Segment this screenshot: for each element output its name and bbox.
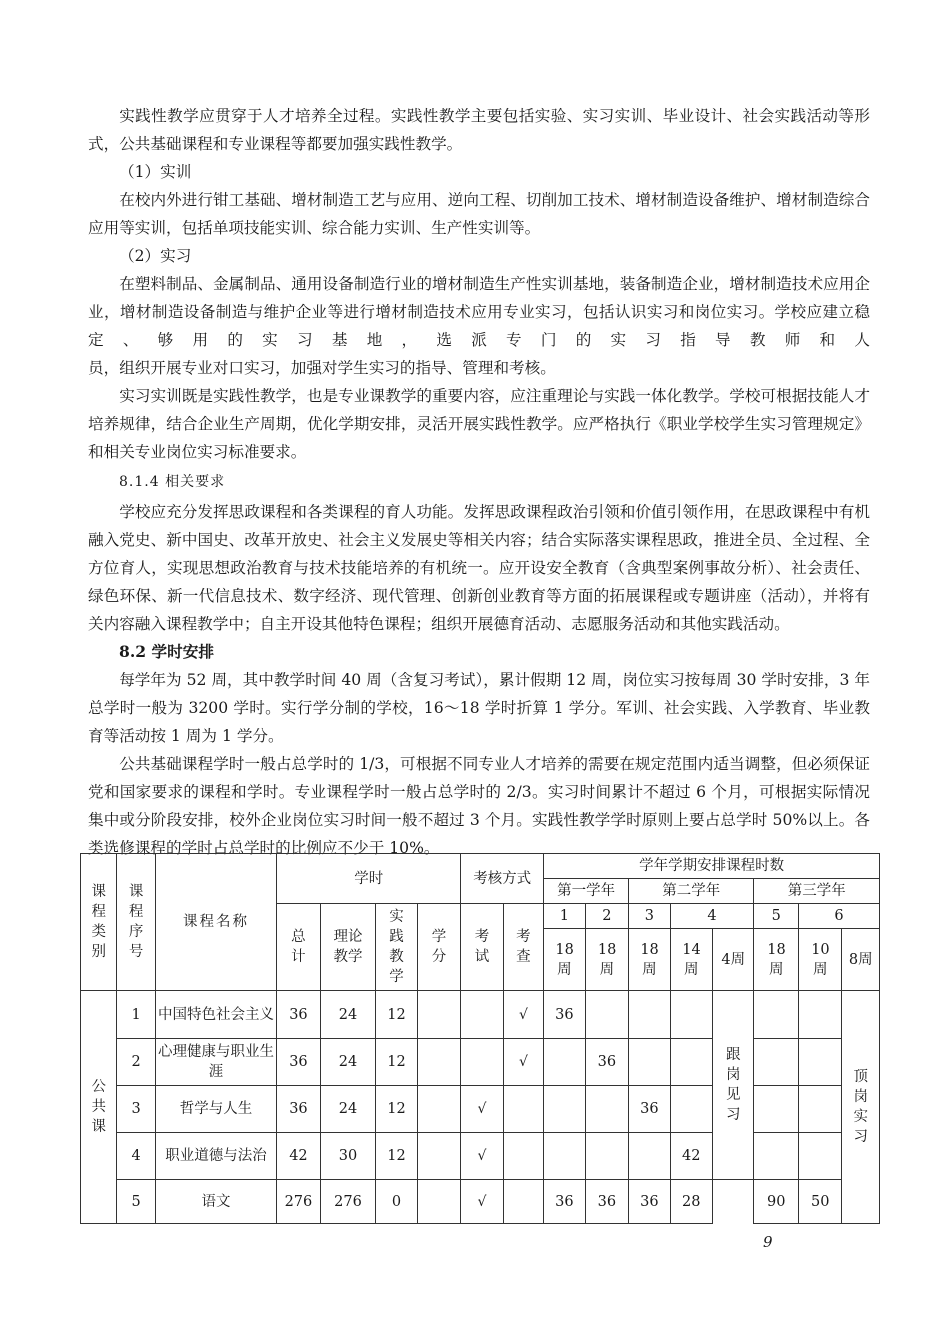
paragraph-requirements: 学校应充分发挥思政课程和各类课程的育人功能。发挥思政课程政治引领和价值引领作用，在思政课程中有机融入党史、新中国史、改革开放史、社会主义发展史等相关内容；结合实际落实课程思政，推进全员、全过程、全方位育人，实现思想政治教育与技术技能培养的有机统一。应开设安全教育（含典型案例事故分析）、社会责任、绿色环保、新一代信息技术、数字经济、现代管理、创新创业教育等方面的拓展课程或专题讲座（活动），并将有关内容融入课程教学中；自主开设其他特色课程；组织开展德育活动、志愿服务活动和其他实践活动。 (88, 503, 870, 633)
row-sem-4: 28 (670, 1180, 712, 1224)
row-check (503, 1086, 543, 1133)
row-sem-2: 36 (585, 1180, 628, 1224)
header-assessment: 考核方式 (461, 854, 544, 904)
top-internship: 顶岗实习 (842, 991, 880, 1224)
row-exam: √ (461, 1086, 503, 1133)
row-theory: 24 (320, 991, 376, 1039)
header-course-name: 课程名称 (155, 854, 276, 991)
row-sem-3: 36 (629, 1086, 670, 1133)
header-seq: 课程序号 (117, 854, 155, 991)
row-sem-2 (585, 991, 628, 1039)
paragraph-hours-1: 每学年为 52 周，其中教学时间 40 周（含复习考试），累计假期 12 周，岗位实习按每周 30 学时安排，3 年总学时一般为 3200 学时。实行学分制的学校，16～18 学时折算 1 学分。军训、社会实践、入学教育、毕业教育等活动按 1 周为 1 学分。 (88, 671, 870, 745)
follow-internship-empty (713, 1180, 754, 1224)
follow-internship: 跟岗见习 (713, 991, 754, 1180)
row-sem-5 (754, 1133, 799, 1180)
row-seq: 3 (117, 1086, 155, 1133)
header-schedule: 学年学期安排课程时数 (544, 854, 880, 879)
paragraph-practice-teaching: 实习实训既是实践性教学，也是专业课教学的重要内容，应注重理论与实践一体化教学。学校可根据技能人才培养规律，结合企业生产周期，优化学期安排，灵活开展实践性教学。应严格执行《职业学校学生实习管理规定》和相关专业岗位实习标准要求。 (88, 387, 870, 461)
row-course-name: 中国特色社会主义 (155, 991, 276, 1039)
row-sem-4 (670, 991, 712, 1039)
row-sem-6 (798, 991, 841, 1039)
row-seq: 5 (117, 1180, 155, 1224)
table-row (81, 1039, 880, 1086)
table-row (81, 1086, 880, 1133)
row-sem-4 (670, 1039, 712, 1086)
header-weeks: 18周 (544, 929, 585, 991)
category-public: 公共课 (81, 991, 117, 1224)
paragraph-practice-intro: 实践性教学应贯穿于人才培养全过程。实践性教学主要包括实验、实习实训、毕业设计、社会实践活动等形式，公共基础课程和专业课程等都要加强实践性教学。 (88, 107, 870, 153)
paragraph-internship-cont: 员，组织开展专业对口实习，加强对学生实习的指导、管理和考核。 (88, 359, 556, 377)
header-semester-3: 3 (629, 904, 670, 929)
header-weeks: 4周 (713, 929, 754, 991)
row-sem-2: 36 (585, 1039, 628, 1086)
row-theory: 24 (320, 1086, 376, 1133)
header-total: 总计 (277, 904, 320, 991)
body-text (88, 102, 870, 862)
table-row (81, 991, 880, 1039)
header-weeks: 18周 (585, 929, 628, 991)
row-seq: 2 (117, 1039, 155, 1086)
row-credit (417, 991, 460, 1039)
row-sem-1: 36 (544, 991, 585, 1039)
row-sem-3 (629, 1039, 670, 1086)
row-sem-4: 42 (670, 1133, 712, 1180)
heading-training: （1）实训 (119, 163, 192, 181)
row-sem-4 (670, 1086, 712, 1133)
header-semester-2: 2 (585, 904, 628, 929)
page-number: 9 (763, 1233, 773, 1251)
header-weeks: 18周 (754, 929, 799, 991)
row-sem-3 (629, 1133, 670, 1180)
row-total: 42 (277, 1133, 320, 1180)
header-semester-5: 5 (754, 904, 799, 929)
row-course-name: 语文 (155, 1180, 276, 1224)
row-credit (417, 1133, 460, 1180)
course-schedule-table (80, 853, 880, 1224)
row-sem-6: 50 (798, 1180, 841, 1224)
row-practice: 12 (376, 1133, 417, 1180)
header-semester-6: 6 (798, 904, 879, 929)
header-hours: 学时 (277, 854, 461, 904)
header-check: 考查 (503, 904, 543, 991)
heading-8-1-4: 8.1.4 相关要求 (119, 474, 226, 490)
row-theory: 24 (320, 1039, 376, 1086)
row-practice: 0 (376, 1180, 417, 1224)
row-seq: 4 (117, 1133, 155, 1180)
header-semester-4: 4 (670, 904, 754, 929)
row-sem-1 (544, 1086, 585, 1133)
row-sem-6 (798, 1133, 841, 1180)
row-sem-6 (798, 1039, 841, 1086)
row-course-name: 哲学与人生 (155, 1086, 276, 1133)
row-sem-2 (585, 1133, 628, 1180)
row-seq: 1 (117, 991, 155, 1039)
row-sem-3: 36 (629, 1180, 670, 1224)
header-year-2: 第二学年 (629, 879, 754, 904)
row-total: 276 (277, 1180, 320, 1224)
header-exam: 考试 (461, 904, 503, 991)
row-sem-5: 90 (754, 1180, 799, 1224)
row-theory: 30 (320, 1133, 376, 1180)
row-sem-1: 36 (544, 1180, 585, 1224)
row-exam (461, 1039, 503, 1086)
heading-internship: （2）实习 (119, 247, 192, 265)
row-total: 36 (277, 1086, 320, 1133)
header-credit: 学分 (417, 904, 460, 991)
header-practice: 实践教学 (376, 904, 417, 991)
row-exam (461, 991, 503, 1039)
row-sem-6 (798, 1086, 841, 1133)
row-check (503, 1180, 543, 1224)
row-course-name: 职业道德与法治 (155, 1133, 276, 1180)
row-credit (417, 1086, 460, 1133)
row-credit (417, 1039, 460, 1086)
paragraph-hours-2: 公共基础课程学时一般占总学时的 1/3，可根据不同专业人才培养的需要在规定范围内适当调整，但必须保证党和国家要求的课程和学时。专业课程学时一般占总学时的 2/3。实习时间累计不超过 6 个月，可根据实际情况集中或分阶段安排，校外企业岗位实习时间一般不超过 3 个月。实践性教学学时原则上要占总学时 50%以上。各类选修课程的学时占总学时的比例应不少于 10%。 (88, 755, 870, 857)
row-practice: 12 (376, 1039, 417, 1086)
heading-8-2: 8.2 学时安排 (119, 642, 214, 661)
row-check (503, 1133, 543, 1180)
header-weeks: 14周 (670, 929, 712, 991)
paragraph-internship: 在塑料制品、金属制品、通用设备制造行业的增材制造生产性实训基地，装备制造企业，增材制造技术应用企业，增材制造设备制造与维护企业等进行增材制造技术应用专业实习，包括认识实习和岗位实习。学校应建立稳定、够用的实习基地，选派专门的实习指导教师和人 (88, 275, 870, 349)
row-course-name: 心理健康与职业生涯 (155, 1039, 276, 1086)
row-sem-1 (544, 1133, 585, 1180)
header-weeks: 8周 (842, 929, 880, 991)
row-sem-5 (754, 1039, 799, 1086)
row-sem-1 (544, 1039, 585, 1086)
header-theory: 理论教学 (320, 904, 376, 991)
table-row (81, 1180, 880, 1224)
row-practice: 12 (376, 991, 417, 1039)
row-sem-5 (754, 991, 799, 1039)
table-row (81, 1133, 880, 1180)
row-check: √ (503, 1039, 543, 1086)
row-exam: √ (461, 1133, 503, 1180)
header-year-1: 第一学年 (544, 879, 629, 904)
row-practice: 12 (376, 1086, 417, 1133)
header-weeks: 18周 (629, 929, 670, 991)
row-total: 36 (277, 991, 320, 1039)
header-weeks: 10周 (798, 929, 841, 991)
header-semester-1: 1 (544, 904, 585, 929)
row-sem-2 (585, 1086, 628, 1133)
header-year-3: 第三学年 (754, 879, 880, 904)
row-theory: 276 (320, 1180, 376, 1224)
row-total: 36 (277, 1039, 320, 1086)
paragraph-training: 在校内外进行钳工基础、增材制造工艺与应用、逆向工程、切削加工技术、增材制造设备维护、增材制造综合应用等实训，包括单项技能实训、综合能力实训、生产性实训等。 (88, 191, 870, 237)
row-credit (417, 1180, 460, 1224)
row-exam: √ (461, 1180, 503, 1224)
header-category: 课程类别 (81, 854, 117, 991)
row-sem-5 (754, 1086, 799, 1133)
row-sem-3 (629, 991, 670, 1039)
row-check: √ (503, 991, 543, 1039)
